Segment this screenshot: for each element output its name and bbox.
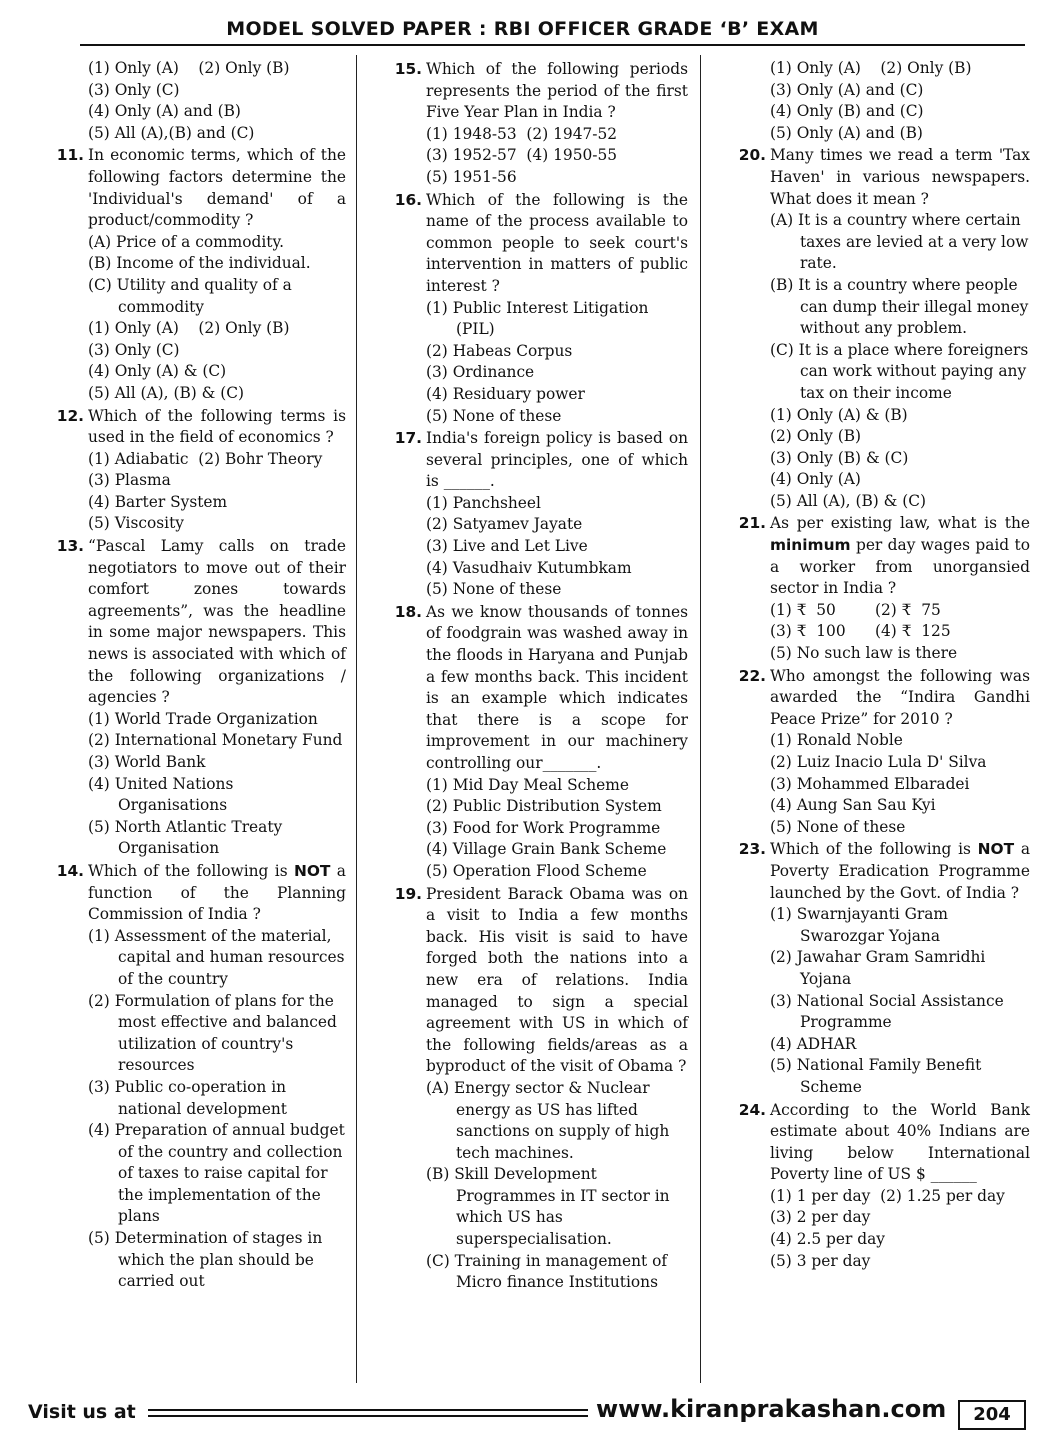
question-number: 24. <box>738 1100 766 1119</box>
question-number: 11. <box>56 146 84 165</box>
statement: (A) Price of a commodity. <box>88 232 285 251</box>
question-number: 16. <box>394 190 422 209</box>
option: (1) Only (A) & (B) <box>770 405 908 424</box>
question-number: 22. <box>738 666 766 685</box>
option: (3) Food for Work Programme <box>426 818 661 837</box>
question-text-pre: Which of the following is <box>770 840 978 859</box>
option: (1) Only (A) (2) Only (B) <box>88 59 290 77</box>
option: (2) International Monetary Fund <box>88 731 343 750</box>
question-text: In economic terms, which of the following factors determine the 'Individual's demand' of a product/commodity ? <box>88 146 346 230</box>
question-text: “Pascal Lamy calls on trade negotiators to move out of their comfort zones towards agreements”, was the headline in some major newspapers. This news is associated with which of the following organizations / agencies ? <box>88 537 346 707</box>
question-16 <box>368 190 688 298</box>
page-footer <box>0 1395 1045 1435</box>
option: (4) Only (A) and (B) <box>88 102 241 121</box>
option: (5) 3 per day <box>770 1251 871 1270</box>
question-21 <box>712 513 1030 599</box>
option: (4) Residuary power <box>426 384 585 403</box>
option: (4) ADHAR <box>770 1034 857 1053</box>
footer-rule <box>148 1409 588 1411</box>
statement: (B) Skill Development Programmes in IT sector in which US has superspecialisation. <box>426 1165 670 1249</box>
question-text-pre: As per existing law, what is the <box>770 514 1030 533</box>
column-divider <box>700 55 701 1383</box>
column-3 <box>712 58 1030 1272</box>
question-text: Which of the following periods represents the period of the first Five Year Plan in India ? <box>426 60 688 122</box>
page-number: 204 <box>958 1400 1026 1430</box>
question-text: Many times we read a term 'Tax Haven' in various newspapers. What does it mean ? <box>770 146 1030 208</box>
option: (4) Vasudhaiv Kutumbkam <box>426 558 632 577</box>
option: (3) Only (C) <box>88 340 180 359</box>
statement: (C) Utility and quality of a commodity <box>88 275 292 316</box>
question-20 <box>712 145 1030 210</box>
question-19 <box>368 884 688 1078</box>
option: (5) All (A),(B) and (C) <box>88 123 255 142</box>
question-24 <box>712 1100 1030 1186</box>
option: (2) Formulation of plans for the most effective and balanced utilization of country's resources <box>88 991 337 1075</box>
option: (5) No such law is there <box>770 644 958 663</box>
header-rule <box>80 44 1025 46</box>
question-12 <box>30 406 346 449</box>
option: (1) 1 per day (2) 1.25 per day <box>770 1186 1005 1205</box>
question-text: As we know thousands of tonnes of foodgrain was washed away in the floods in Haryana and Punjab a few months back. This incident is an example which indicates that there is a scope for improvement in our machinery controlling our_______. <box>426 602 688 772</box>
option: (1) World Trade Organization <box>88 709 318 728</box>
option: (5) Determination of stages in which the plan should be carried out <box>88 1229 323 1291</box>
option: (5) All (A), (B) & (C) <box>88 383 245 402</box>
question-11 <box>30 145 346 231</box>
option: (3) Only (B) & (C) <box>770 448 909 467</box>
statement: (C) Training in management of Micro finance Institutions <box>426 1251 668 1292</box>
page-title: MODEL SOLVED PAPER : RBI OFFICER GRADE ‘B’ EXAM <box>226 18 819 40</box>
statement: (A) It is a country where certain taxes are levied at a very low rate. <box>770 211 1029 273</box>
option: (3) 1952-57 (4) 1950-55 <box>426 146 618 165</box>
question-number: 17. <box>394 429 422 448</box>
option: (3) World Bank <box>88 753 206 771</box>
option: (2) Jawahar Gram Samridhi Yojana <box>770 948 986 988</box>
option: (2) Luiz Inacio Lula D' Silva <box>770 753 987 771</box>
option: (5) All (A), (B) & (C) <box>770 491 927 510</box>
statement: (B) It is a country where people can dump their illegal money without any problem. <box>770 275 1029 338</box>
question-number: 12. <box>56 406 84 425</box>
option: (4) Barter System <box>88 492 228 511</box>
option: (3) National Social Assistance Programme <box>770 991 1004 1032</box>
option: (4) Only (B) and (C) <box>770 102 924 121</box>
option: (4) United Nations Organisations <box>88 774 234 815</box>
question-14 <box>30 861 346 926</box>
option: (4) Only (A) & (C) <box>88 362 227 381</box>
option: (2) Only (B) <box>770 427 862 446</box>
question-18 <box>368 602 688 775</box>
question-text-post: per day wages paid to a worker from unorgansied sector in India ? <box>770 536 1030 598</box>
question-number: 14. <box>56 861 84 880</box>
question-17 <box>368 428 688 493</box>
option: (1) Mid Day Meal Scheme <box>426 775 629 794</box>
question-number: 20. <box>738 146 766 165</box>
option: (1) Only (A) (2) Only (B) <box>770 59 972 77</box>
option: (4) Village Grain Bank Scheme <box>426 840 667 859</box>
option: (3) Ordinance <box>426 363 535 382</box>
option: (3) Only (C) <box>88 80 180 99</box>
option: (5) Viscosity <box>88 514 184 533</box>
option: (3) Mohammed Elbaradei <box>770 774 970 793</box>
option: (5) None of these <box>426 406 562 425</box>
question-13 <box>30 536 346 709</box>
question-number: 23. <box>738 840 766 859</box>
question-text: President Barack Obama was on a visit to India a few months back. His visit is said to have forged both the nations into a new era of relations. India managed to sign a special agreement with US in which of the following fields/areas as a byproduct of the visit of Obama ? <box>426 884 688 1076</box>
option: (4) Aung San Sau Kyi <box>770 796 936 815</box>
question-15 <box>368 59 688 124</box>
question-number: 19. <box>394 884 422 903</box>
question-text: Which of the following terms is used in the field of economics ? <box>88 406 346 447</box>
statement: (B) Income of the individual. <box>88 254 311 273</box>
option: (2) Habeas Corpus <box>426 341 573 360</box>
option: (5) National Family Benefit Scheme <box>770 1056 982 1096</box>
option: (5) North Atlantic Treaty Organisation <box>88 817 283 858</box>
emphasis-minimum: minimum <box>770 536 851 555</box>
option: (3) ₹ 100 (4) ₹ 125 <box>770 622 951 641</box>
option: (2) Public Distribution System <box>426 797 662 816</box>
option: (2) Satyamev Jayate <box>426 515 583 534</box>
question-number: 21. <box>738 514 766 533</box>
option: (3) 2 per day <box>770 1208 871 1227</box>
question-text: Who amongst the following was awarded the “Indira Gandhi Peace Prize” for 2010 ? <box>770 666 1030 728</box>
emphasis-not: NOT <box>293 861 331 880</box>
question-text-post: a function of the Planning Commission of India ? <box>88 861 346 924</box>
option: (5) None of these <box>426 580 562 599</box>
statement: (A) Energy sector & Nuclear energy as US has lifted sanctions on supply of high tech machines. <box>426 1078 670 1162</box>
option: (3) Public co-operation in national development <box>88 1077 287 1118</box>
option: (1) 1948-53 (2) 1947-52 <box>426 124 618 143</box>
option: (5) None of these <box>770 817 906 836</box>
option: (5) Operation Flood Scheme <box>426 861 647 880</box>
question-23 <box>712 839 1030 904</box>
emphasis-not: NOT <box>977 840 1015 859</box>
option: (1) Public Interest Litigation (PIL) <box>426 298 649 339</box>
visit-label: Visit us at <box>28 1401 136 1423</box>
question-number: 13. <box>56 537 84 556</box>
column-2 <box>368 58 688 1294</box>
option: (5) Only (A) and (B) <box>770 123 923 142</box>
question-22 <box>712 666 1030 731</box>
option: (1) Swarnjayanti Gram Swarozgar Yojana <box>770 905 949 945</box>
question-text-pre: Which of the following is <box>88 861 294 880</box>
option: (1) Only (A) (2) Only (B) <box>88 319 290 338</box>
question-text-post: a Poverty Eradication Programme launched by the Govt. of India ? <box>770 840 1030 902</box>
option: (1) Panchsheel <box>426 493 541 512</box>
question-text: Which of the following is the name of the process available to common people to seek court's intervention in matters of public interest ? <box>426 190 688 295</box>
footer-rule <box>148 1415 588 1417</box>
column-1 <box>30 58 346 1293</box>
option: (3) Only (A) and (C) <box>770 80 924 99</box>
option: (1) Assessment of the material, capital and human resources of the country <box>88 926 345 988</box>
column-divider <box>356 55 357 1383</box>
option: (1) Adiabatic (2) Bohr Theory <box>88 449 323 468</box>
option: (4) 2.5 per day <box>770 1230 885 1249</box>
option: (4) Only (A) <box>770 470 861 489</box>
option: (1) ₹ 50 (2) ₹ 75 <box>770 600 941 619</box>
question-number: 18. <box>394 602 422 621</box>
option: (1) Ronald Noble <box>770 731 903 750</box>
option: (5) 1951-56 <box>426 167 517 186</box>
option: (3) Plasma <box>88 471 171 490</box>
option: (3) Live and Let Live <box>426 537 588 556</box>
statement: (C) It is a place where foreigners can work without paying any tax on their income <box>770 340 1029 402</box>
question-text: India's foreign policy is based on several principles, one of which is ______. <box>426 429 688 491</box>
question-number: 15. <box>394 60 422 78</box>
website-link[interactable]: www.kiranprakashan.com <box>596 1395 947 1423</box>
question-text: According to the World Bank estimate about 40% Indians are living below International Poverty line of US $ ______ <box>770 1100 1030 1184</box>
option: (4) Preparation of annual budget of the country and collection of taxes to raise capital for the implementation of the plans <box>88 1121 345 1226</box>
